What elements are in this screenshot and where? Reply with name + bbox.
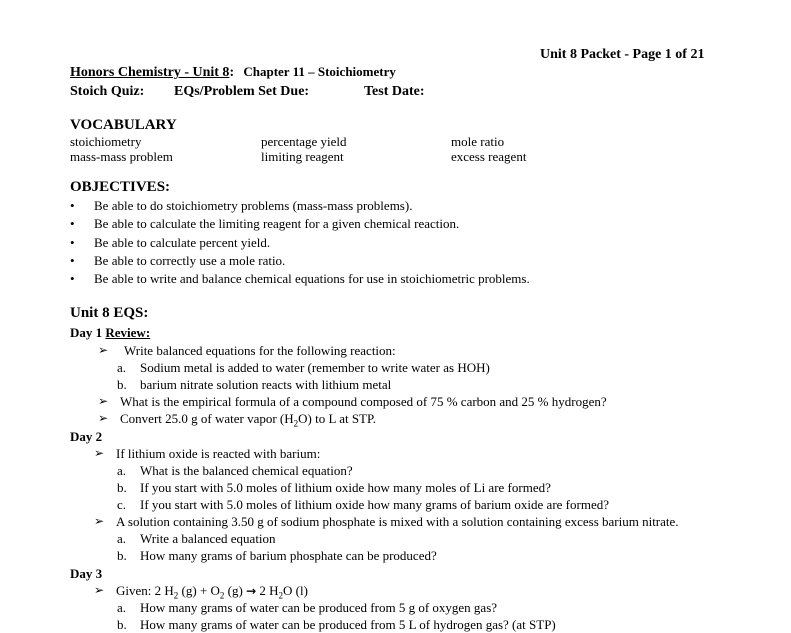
packet-page-label: Unit 8 Packet - Page 1 of 21 (540, 47, 705, 62)
vocab-term: mass-mass problem (70, 149, 173, 164)
sub-letter: a. (117, 531, 127, 546)
vocab-term: limiting reagent (261, 149, 344, 164)
subquestion-text: Sodium metal is added to water (remember to write water as HOH) (140, 360, 490, 375)
due-label: EQs/Problem Set Due: (174, 84, 310, 99)
subquestion-text: If you start with 5.0 moles of lithium oxide how many grams of barium oxide are formed? (140, 497, 609, 512)
arrow-bullet-icon: ➢ (98, 411, 109, 425)
sub-letter: b. (117, 377, 127, 392)
test-date-label: Test Date: (364, 84, 425, 99)
quiz-label: Stoich Quiz: (70, 84, 145, 99)
subquestion-text: barium nitrate solution reacts with lithium metal (140, 377, 392, 392)
reaction-arrow-icon: → (246, 584, 257, 598)
sub-letter: b. (117, 617, 127, 632)
equation-part: O (l) (283, 583, 308, 598)
given-equation (116, 582, 308, 600)
arrow-bullet-icon: ➢ (94, 514, 105, 528)
q3-text-post: O) to L at STP. (298, 411, 377, 426)
bullet-icon: • (70, 253, 75, 268)
equation-part: Given: 2 H (116, 583, 174, 598)
objective-text: Be able to do stoichiometry problems (mass-mass problems). (94, 198, 413, 213)
question-text: A solution containing 3.50 g of sodium phosphate is mixed with a solution containing excess barium nitrate. (116, 514, 679, 529)
bullet-icon: • (70, 216, 75, 231)
subquestion-text: Write a balanced equation (140, 531, 276, 546)
equation-subscript: 2 (173, 590, 179, 601)
equation-part: (g) (224, 583, 247, 598)
question-text: What is the empirical formula of a compound composed of 75 % carbon and 25 % hydrogen? (120, 394, 607, 409)
arrow-bullet-icon: ➢ (98, 343, 109, 357)
chapter-title: Chapter 11 – Stoichiometry (243, 64, 396, 79)
vocab-term: mole ratio (451, 134, 505, 149)
objective-text: Be able to calculate percent yield. (94, 235, 271, 250)
subquestion-text: How many grams of water can be produced from 5 g of oxygen gas? (140, 600, 498, 615)
objective-text: Be able to write and balance chemical equations for use in stoichiometric problems. (94, 271, 530, 286)
course-title: Honors Chemistry - Unit 8 (70, 65, 230, 80)
vocabulary-heading: VOCABULARY (70, 117, 177, 133)
equation-subscript: 2 (219, 590, 225, 601)
arrow-bullet-icon: ➢ (94, 446, 105, 460)
equation-part: (g) + O (178, 583, 220, 598)
q3-subscript: 2 (293, 418, 299, 429)
equation-subscript: 2 (278, 590, 284, 601)
q3-text-pre: Convert 25.0 g of water vapor (H (120, 411, 294, 426)
day1-label: Day 1 (70, 325, 106, 340)
question-text: If lithium oxide is reacted with barium: (116, 446, 321, 461)
subquestion-text: What is the balanced chemical equation? (140, 463, 353, 478)
sub-letter: a. (117, 463, 127, 478)
subquestion-text: If you start with 5.0 moles of lithium oxide how many moles of Li are formed? (140, 480, 551, 495)
subquestion-text: How many grams of water can be produced from 5 L of hydrogen gas? (at STP) (140, 617, 556, 632)
sub-letter: b. (117, 480, 127, 495)
day3-label: Day 3 (70, 566, 103, 581)
course-title-colon: : (229, 65, 235, 80)
bullet-icon: • (70, 271, 75, 286)
subquestion-text: How many grams of barium phosphate can be produced? (140, 548, 437, 563)
day1-label-line (70, 324, 150, 341)
objective-text: Be able to correctly use a mole ratio. (94, 253, 286, 268)
sub-letter: c. (117, 497, 127, 512)
arrow-bullet-icon: ➢ (98, 394, 109, 408)
vocab-term: excess reagent (451, 149, 527, 164)
course-title-line (70, 63, 396, 81)
objective-text: Be able to calculate the limiting reagent for a given chemical reaction. (94, 216, 460, 231)
question-text: Write balanced equations for the following reaction: (124, 343, 396, 358)
day1-review: Review: (105, 325, 151, 340)
bullet-icon: • (70, 235, 75, 250)
vocab-term: stoichiometry (70, 134, 142, 149)
arrow-bullet-icon: ➢ (94, 583, 105, 597)
vocab-term: percentage yield (261, 134, 347, 149)
bullet-icon: • (70, 198, 75, 213)
sub-letter: b. (117, 548, 127, 563)
day2-label: Day 2 (70, 429, 103, 444)
objectives-heading: OBJECTIVES: (70, 179, 171, 195)
eqs-heading: Unit 8 EQS: (70, 305, 149, 321)
question-text (120, 410, 376, 427)
equation-part: 2 H (256, 583, 279, 598)
sub-letter: a. (117, 360, 127, 375)
sub-letter: a. (117, 600, 127, 615)
